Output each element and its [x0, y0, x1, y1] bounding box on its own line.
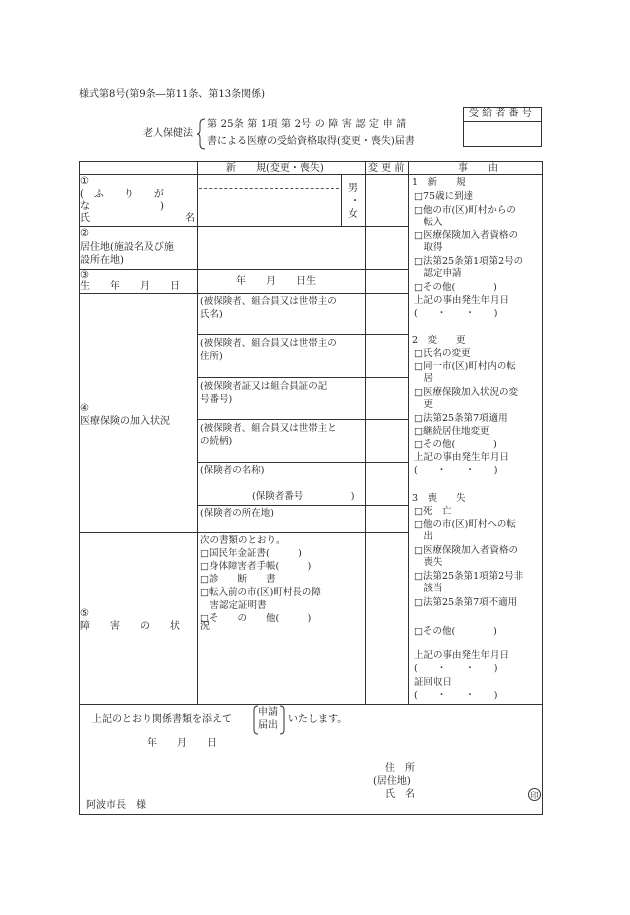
reason-item: 上記の事由発生年月日 — [414, 650, 510, 661]
insurer-address-label: (保険者の所在地) — [200, 508, 274, 519]
insured-address-label: (被保険者、組合員又は世帯主の — [200, 338, 337, 349]
reason-item[interactable]: □他の市(区)町村からの — [414, 205, 516, 216]
insured-name-label-cont: 氏名) — [200, 309, 223, 320]
reason-item: 居 — [414, 373, 434, 384]
insurance-card-number-label: (被保険者証又は組合員証の記 — [200, 381, 328, 392]
reason-item: 出 — [414, 531, 434, 542]
reason-item: 2 変 更 — [412, 335, 466, 346]
reason-item: 1 新 規 — [412, 177, 466, 188]
form-number: 様式第8号(第9条―第11条、第13条関係) — [79, 89, 265, 100]
reason-item: ( ・ ・ ) — [414, 308, 498, 319]
reason-item[interactable]: □他の市(区)町村への転 — [414, 519, 516, 530]
reason-item[interactable]: □法第25条第1項第2号の — [414, 256, 524, 267]
doc-previous-municipality-certificate-cont: 害認定証明書 — [200, 600, 267, 611]
doc-medical-certificate[interactable]: □診 断 書 — [200, 574, 276, 585]
residence-label: (居住地) — [373, 776, 411, 787]
submission-date[interactable]: 年 月 日 — [147, 738, 217, 749]
reason-item: ( ・ ・ ) — [414, 663, 498, 674]
reason-item: 上記の事由発生年月日 — [414, 452, 510, 463]
option-notification[interactable]: 届出 — [258, 720, 278, 731]
reason-item: 転入 — [414, 217, 443, 228]
addressee: 阿波市長 様 — [86, 800, 146, 811]
column-header-reason: 事 由 — [458, 163, 498, 174]
reason-item[interactable]: □氏名の変更 — [414, 348, 471, 359]
reason-item[interactable]: □法第25条第1項第2号非 — [414, 571, 524, 582]
row4-label: 医療保険の加入状況 — [80, 416, 170, 427]
reason-item: 証回収日 — [414, 677, 453, 688]
birth-date-field[interactable]: 年 月 日生 — [236, 276, 316, 287]
row1-furigana-label: ( ふ り が — [80, 189, 164, 200]
address-label: 住 所 — [385, 763, 415, 774]
row3-label: 生 年 月 日 — [80, 281, 180, 292]
law-name: 老人保健法 — [143, 128, 193, 139]
reason-item[interactable]: □同一市(区)町村内の転 — [414, 361, 516, 372]
reason-item: 取得 — [414, 242, 443, 253]
reason-item[interactable]: □医療保険加入者資格の — [414, 230, 518, 241]
column-header-new: 新 規(変更・喪失) — [226, 163, 324, 174]
sex-male[interactable]: 男 — [348, 183, 358, 194]
insured-address-label-cont: 住所) — [200, 351, 223, 362]
reason-item: 更 — [414, 399, 434, 410]
sex-female[interactable]: 女 — [348, 209, 358, 220]
insurer-name-label: (保険者の名称) — [200, 465, 265, 476]
statement-text-end: いたします。 — [288, 714, 348, 725]
reason-item[interactable]: □医療保険加入者資格の — [414, 545, 518, 556]
row2-label-cont: 設所在地) — [80, 255, 124, 266]
residence-input[interactable] — [199, 228, 363, 267]
doc-other[interactable]: □そ の 他( ) — [200, 613, 312, 624]
row1-number: ① — [80, 176, 89, 187]
reason-item[interactable]: □法第25条第7項不適用 — [414, 597, 518, 608]
seal-icon: 印 — [528, 788, 541, 801]
relationship-label-cont: の続柄) — [200, 436, 233, 447]
reason-item[interactable]: □死 亡 — [414, 506, 452, 517]
row3-number: ③ — [80, 270, 89, 281]
option-application[interactable]: 申請 — [258, 707, 278, 718]
insurer-number-label: (保険者番号 ) — [252, 491, 355, 502]
applicant-name-label: 氏 名 — [385, 789, 415, 800]
doc-previous-municipality-certificate[interactable]: □転入前の市(区)町村長の障 — [200, 587, 321, 598]
reason-item[interactable]: □その他( ) — [414, 282, 497, 293]
applicant-input[interactable] — [430, 763, 525, 799]
reason-list — [411, 0, 541, 704]
form-title-line2: 書による医療の受給資格取得(変更・喪失)届書 — [207, 136, 415, 147]
furigana-input[interactable] — [199, 176, 339, 187]
brace-icon — [196, 118, 206, 150]
row1-furigana-label-end: な ) — [80, 201, 164, 212]
reason-item[interactable]: □その他( ) — [414, 439, 497, 450]
reason-item: 上記の事由発生年月日 — [414, 295, 510, 306]
reason-item: ( ・ ・ ) — [414, 465, 498, 476]
reason-item: 喪失 — [414, 557, 443, 568]
insured-name-label: (被保険者、組合員又は世帯主の — [200, 296, 337, 307]
column-header-before: 変 更 前 — [368, 163, 405, 174]
reason-item: ( ・ ・ ) — [414, 690, 498, 701]
row5-label: 障 害 の 状 況 — [80, 621, 210, 632]
row1-name-label: 氏 — [80, 213, 90, 224]
doc-disability-handbook[interactable]: □身体障害者手帳( ) — [200, 561, 312, 572]
form-title-line1: 第 25条 第 1項 第 2号 の 障 害 認 定 申 請 — [207, 119, 407, 130]
insurance-card-number-label-cont: 号番号) — [200, 394, 233, 405]
row2-number: ② — [80, 228, 89, 239]
docs-intro: 次の書類のとおり。 — [200, 535, 286, 546]
reason-item[interactable]: □法第25条第7項適用 — [414, 413, 508, 424]
row5-number: ⑤ — [80, 608, 89, 619]
reason-item: 3 喪 失 — [412, 493, 466, 504]
row1-name-label-end: 名 — [185, 213, 195, 224]
reason-item: 該当 — [414, 583, 443, 594]
statement-text: 上記のとおり関係書類を添えて — [92, 714, 232, 725]
sex-separator: ・ — [350, 196, 360, 207]
name-input[interactable] — [199, 190, 339, 224]
row2-label: 居住地(施設名及び施 — [80, 242, 174, 253]
reason-item[interactable]: □75歳に到達 — [414, 191, 474, 202]
reason-item: 認定申請 — [414, 268, 462, 279]
row4-number: ④ — [80, 403, 89, 414]
reason-item[interactable]: □継続居住地変更 — [414, 426, 490, 437]
reason-item[interactable]: □その他( ) — [414, 626, 497, 637]
recipient-number-label: 受 給 者 番 号 — [469, 108, 532, 119]
doc-pension-certificate[interactable]: □国民年金証書( ) — [200, 548, 302, 559]
reason-item[interactable]: □医療保険加入状況の変 — [414, 387, 518, 398]
relationship-label: (被保険者、組合員又は世帯主と — [200, 423, 337, 434]
